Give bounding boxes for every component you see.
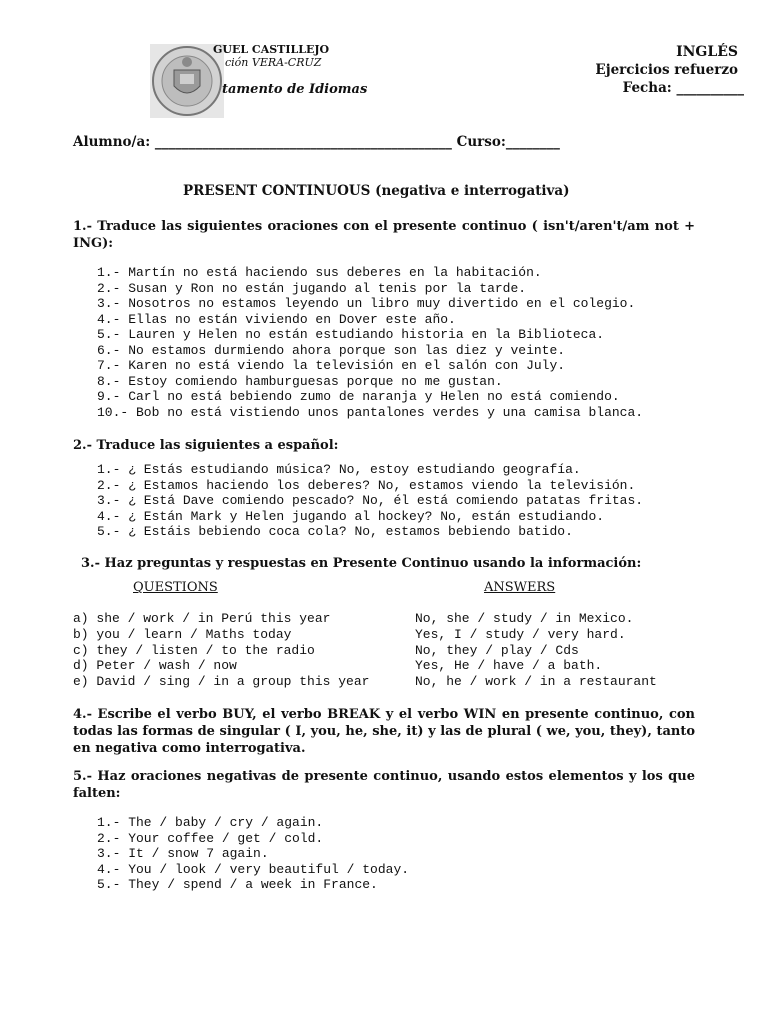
list-item: 5.- Lauren y Helen no están estudiando historia en la Biblioteca.	[97, 327, 605, 342]
answer-item: Yes, I / study / very hard.	[415, 626, 626, 642]
list-item: 1.- The / baby / cry / again.	[97, 815, 324, 830]
list-item: 5.- They / spend / a week in France.	[97, 877, 378, 892]
list-item: 1.- ¿ Estás estudiando música? No, estoy estudiando geografía.	[97, 462, 581, 477]
list-item: 2.- Susan y Ron no están jugando al tenis por la tarde.	[97, 280, 527, 296]
exercise-5-instruction: 5.- Haz oraciones negativas de presente continuo, usando estos elementos y los que falten:	[73, 769, 695, 801]
list-item: 1.- Martín no está haciendo sus deberes en la habitación.	[97, 265, 542, 280]
question-item: d) Peter / wash / now	[73, 658, 237, 674]
answer-item: No, he / work / in a restaurant	[415, 674, 657, 690]
school-name: GUEL CASTILLEJO	[213, 43, 330, 56]
question-item: e) David / sing / in a group this year	[73, 674, 370, 690]
date-field: Fecha: __________	[622, 80, 744, 96]
exercise-1-list	[97, 265, 643, 420]
questions-list	[73, 611, 369, 690]
list-item: 7.- Karen no está viendo la televisión en el salón con July.	[97, 358, 566, 373]
exercise-2-instruction: 2.- Traduce las siguientes a español:	[73, 438, 339, 453]
list-item: 3.- It / snow 7 again.	[97, 846, 269, 861]
exercise-3-instruction: 3.- Haz preguntas y respuestas en Presente Continuo usando la información:	[81, 556, 642, 571]
list-item: 2.- ¿ Estamos haciendo los deberes? No, estamos viendo la televisión.	[97, 477, 636, 493]
exercise-1-instruction: 1.- Traduce las siguientes oraciones con el presente continuo ( isn't/aren't/am not + ING):	[73, 219, 695, 251]
list-item: 4.- Ellas no están viviendo en Dover este año.	[97, 311, 456, 327]
answer-item: Yes, He / have / a bath.	[415, 658, 603, 674]
question-item: a) she / work / in Perú this year	[73, 611, 331, 626]
page-title: PRESENT CONTINUOUS (negativa e interrogativa)	[183, 183, 570, 199]
list-item: 5.- ¿ Estáis bebiendo coca cola? No, estamos bebiendo batido.	[97, 524, 573, 539]
list-item: 3.- Nosotros no estamos leyendo un libro muy divertido en el colegio.	[97, 296, 636, 311]
question-item: c) they / listen / to the radio	[73, 642, 315, 658]
list-item: 10.- Bob no está vistiendo unos pantalones verdes y una camisa blanca.	[97, 404, 644, 420]
list-item: 9.- Carl no está bebiendo zumo de naranja y Helen no está comiendo.	[97, 389, 620, 404]
exercise-5-list	[97, 815, 409, 893]
list-item: 6.- No estamos durmiendo ahora porque son las diez y veinte.	[97, 342, 566, 358]
list-item: 8.- Estoy comiendo hamburguesas porque no me gustan.	[97, 373, 503, 389]
list-item: 2.- Your coffee / get / cold.	[97, 830, 324, 846]
answer-item: No, she / study / in Mexico.	[415, 611, 634, 626]
worksheet-label: Ejercicios refuerzo	[595, 62, 738, 78]
exercise-4-instruction: 4.- Escribe el verbo BUY, el verbo BREAK y el verbo WIN en presente continuo, con todas las formas de singular ( I, you, he, she, it) y las de plural ( we, you, they), tanto en negativa como interrogativa.	[73, 707, 695, 756]
student-course-line: Alumno/a: ____________________________________________ Curso:________	[73, 134, 560, 150]
answer-item: No, they / play / Cds	[415, 642, 579, 658]
exercise-2-list	[97, 462, 643, 540]
questions-header: QUESTIONS	[133, 580, 218, 595]
department-name: tamento de Idiomas	[222, 82, 368, 97]
subject-label: INGLÉS	[676, 44, 738, 60]
answers-header: ANSWERS	[484, 580, 556, 595]
list-item: 4.- You / look / very beautiful / today.	[97, 861, 410, 877]
list-item: 3.- ¿ Está Dave comiendo pescado? No, él está comiendo patatas fritas.	[97, 493, 644, 508]
list-item: 4.- ¿ Están Mark y Helen jugando al hockey? No, están estudiando.	[97, 508, 605, 524]
question-item: b) you / learn / Maths today	[73, 626, 292, 642]
answers-list	[415, 611, 657, 690]
school-subtitle: ción VERA-CRUZ	[225, 56, 322, 69]
